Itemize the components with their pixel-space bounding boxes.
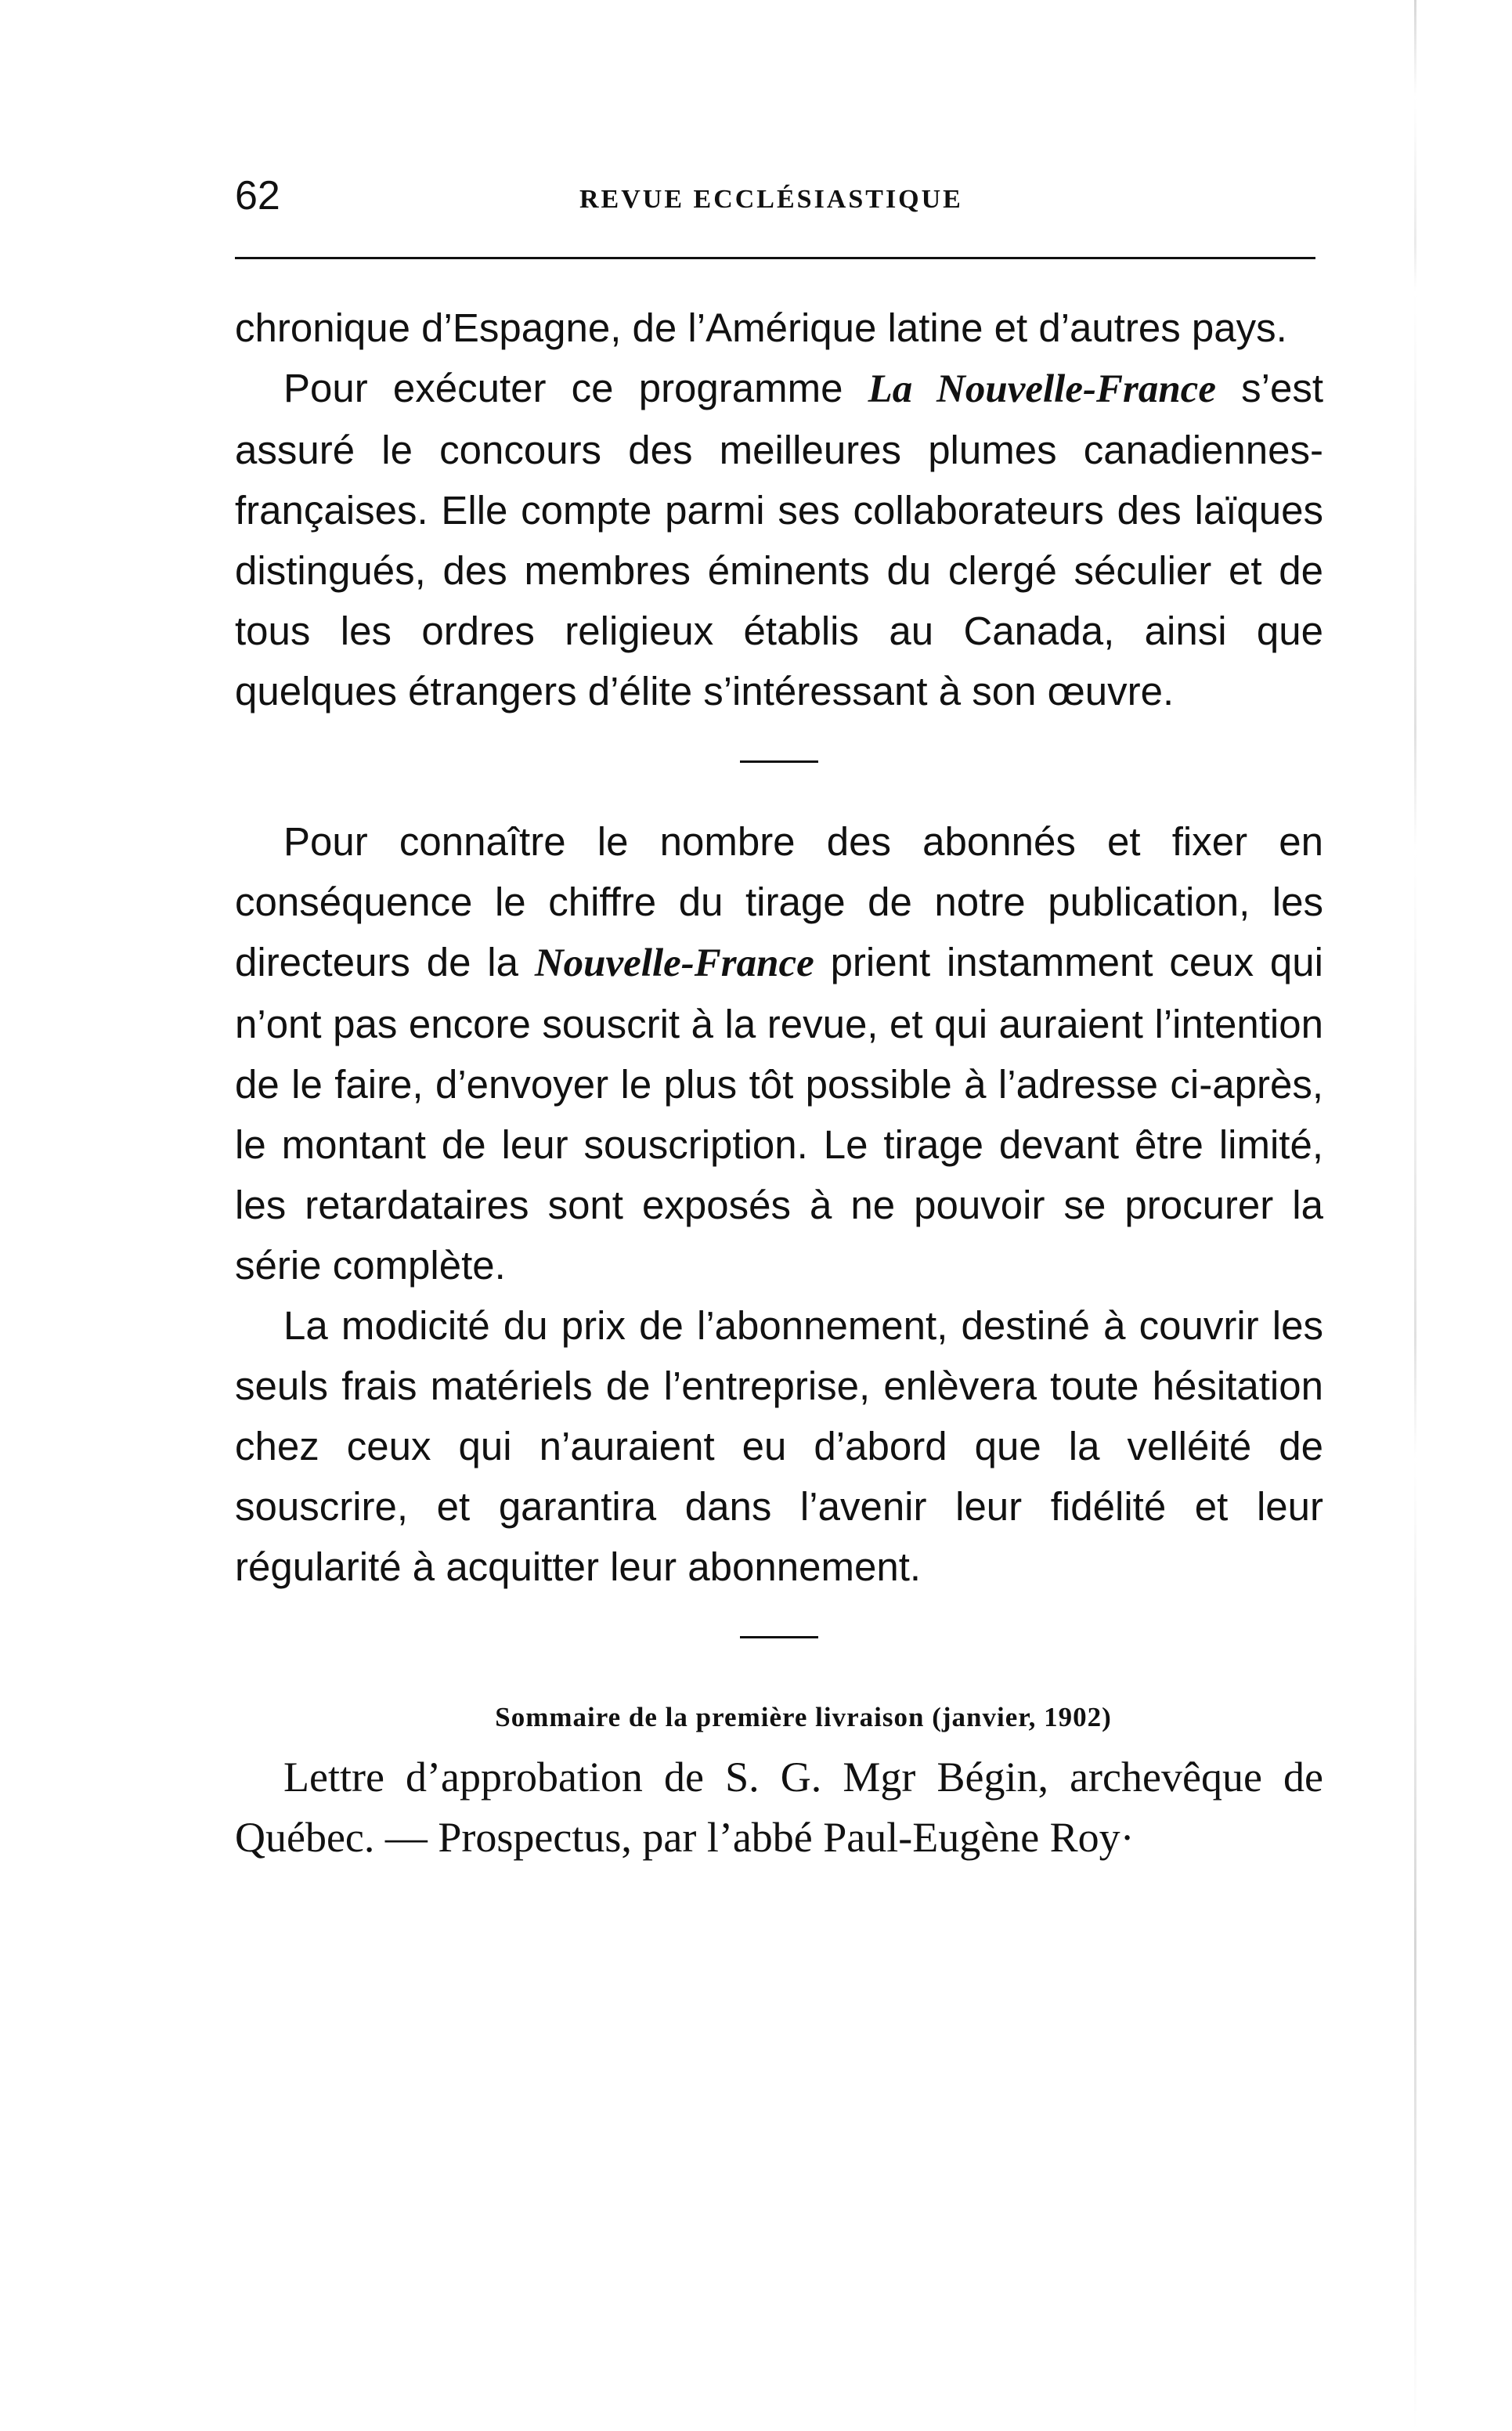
section-separator-2 bbox=[740, 1636, 818, 1638]
paragraph-program-text-1: Pour exécuter ce programme bbox=[283, 366, 868, 410]
page-number: 62 bbox=[235, 173, 280, 219]
summary-heading: Sommaire de la première livraison (janvier, 1902) bbox=[495, 1702, 1112, 1732]
paragraph-price: La modicité du prix de l’abonnement, destiné à couvrir les seuls frais matériels de l’entreprise, enlèvera toute hésitation chez ceux qui n’auraient eu d’abord que la velléité de souscrire, et garantira dans l’avenir leur fidélité et leur régularité à acquitter leur abonnement. bbox=[235, 1303, 1323, 1589]
paragraph-subscribers-text-1: Pour connaître le nombre des abonnés et fixer en conséquence le chiffre du tirage de notre publication, les directeurs de la bbox=[235, 819, 1323, 984]
body-text bbox=[235, 298, 1323, 1868]
header-rule bbox=[235, 257, 1315, 259]
paragraph-subscribers bbox=[235, 811, 1323, 1295]
paragraph-program-text-2: s’est assuré le concours des meilleures plumes canadiennes-françaises. Elle compte parmi ses collaborateurs des laïques distingués, des membres éminents du clergé séculier et de tous les ordres religieux établis au Canada, ainsi que quelques étrangers d’élite s’intéressant à son œuvre. bbox=[235, 366, 1323, 713]
journal-title-2: Nouvelle-France bbox=[534, 941, 814, 985]
running-head: REVUE ECCLÉSIASTIQUE bbox=[579, 185, 963, 214]
paragraph-program bbox=[235, 358, 1323, 721]
paragraph-continuation: chronique d’Espagne, de l’Amérique latine et d’autres pays. bbox=[235, 305, 1287, 350]
journal-title: La Nouvelle-France bbox=[868, 367, 1216, 411]
summary-text: Lettre d’approbation de S. G. Mgr Bégin, archevêque de Québec. — Prospectus, par l’abbé Paul-Eugène Roy· bbox=[235, 1754, 1323, 1861]
paragraph-subscribers-text-2: prient instamment ceux qui n’ont pas encore souscrit à la revue, et qui auraient l’intention de le faire, d’envoyer le plus tôt possible à l’adresse ci-après, le montant de leur souscription. Le tirage devant être limité, les retardataires sont exposés à ne pouvoir se procurer la série complète. bbox=[235, 940, 1323, 1288]
scan-edge-mark bbox=[1414, 0, 1416, 2431]
section-separator-1 bbox=[740, 760, 818, 763]
page-header bbox=[235, 172, 1315, 219]
